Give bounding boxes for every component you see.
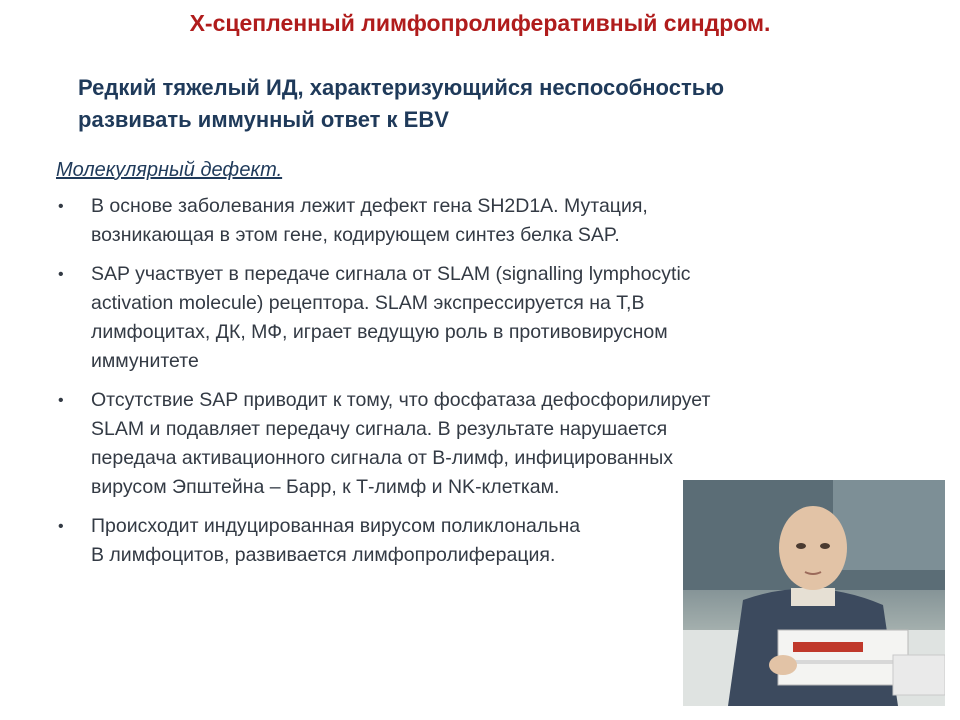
bullet-line: Происходит индуцированная вирусом поликлональна xyxy=(91,515,581,537)
photo-eye-left xyxy=(796,543,806,549)
bullet-line: вирусом Эпштейна – Барр, к Т-лимф и NK-клеткам. xyxy=(91,476,560,498)
photo-box-label xyxy=(793,642,863,652)
bullet-line: передача активационного сигнала от В-лимф, инфицированных xyxy=(91,447,673,469)
bullet-marker: • xyxy=(58,518,64,535)
photo-collar xyxy=(791,588,835,606)
bullet-line: иммунитете xyxy=(91,350,199,372)
slide-title: Х-сцепленный лимфопролиферативный синдром. xyxy=(189,10,771,36)
bullet-line: В основе заболевания лежит дефект гена SH2D1A. Мутация, xyxy=(91,195,648,217)
photo-window xyxy=(833,480,945,570)
photo-second-box xyxy=(893,655,945,695)
subtitle-line: Редкий тяжелый ИД, характеризующийся неспособностью xyxy=(78,75,725,100)
bullet-line: В лимфоцитов, развивается лимфопролиферация. xyxy=(91,544,556,566)
photo-medicine-box xyxy=(778,630,908,685)
bullet-marker: • xyxy=(58,266,64,283)
section-heading: Молекулярный дефект. xyxy=(56,159,283,181)
bullet-item xyxy=(56,260,856,376)
bullet-line: Отсутствие SAP приводит к тому, что фосфатаза дефосфорилирует xyxy=(91,389,711,411)
bullet-line: лимфоцитах, ДК, МФ, играет ведущую роль в противовирусном xyxy=(91,321,668,343)
bullet-item xyxy=(56,192,856,250)
photo-box-stripe xyxy=(793,660,893,664)
photo-hand xyxy=(769,655,797,675)
bullet-line: возникающая в этом гене, кодирующем синтез белка SAP. xyxy=(91,224,620,246)
photo-illustration xyxy=(683,480,945,706)
bullet-marker: • xyxy=(58,198,64,215)
subtitle-line: развивать иммунный ответ к EBV xyxy=(78,107,449,132)
slide-subtitle xyxy=(78,72,928,136)
bullet-marker: • xyxy=(58,392,64,409)
bullet-line: SLAM и подавляет передачу сигнала. В результате нарушается xyxy=(91,418,668,440)
child-holding-medicine-box-photo xyxy=(683,480,945,706)
bullet-line: activation molecule) рецептора. SLAM экспрессируется на Т,В xyxy=(91,292,645,314)
photo-head xyxy=(779,506,847,590)
photo-eye-right xyxy=(820,543,830,549)
bullet-line: SAP участвует в передаче сигнала от SLAM (signalling lymphocytic xyxy=(91,263,691,285)
